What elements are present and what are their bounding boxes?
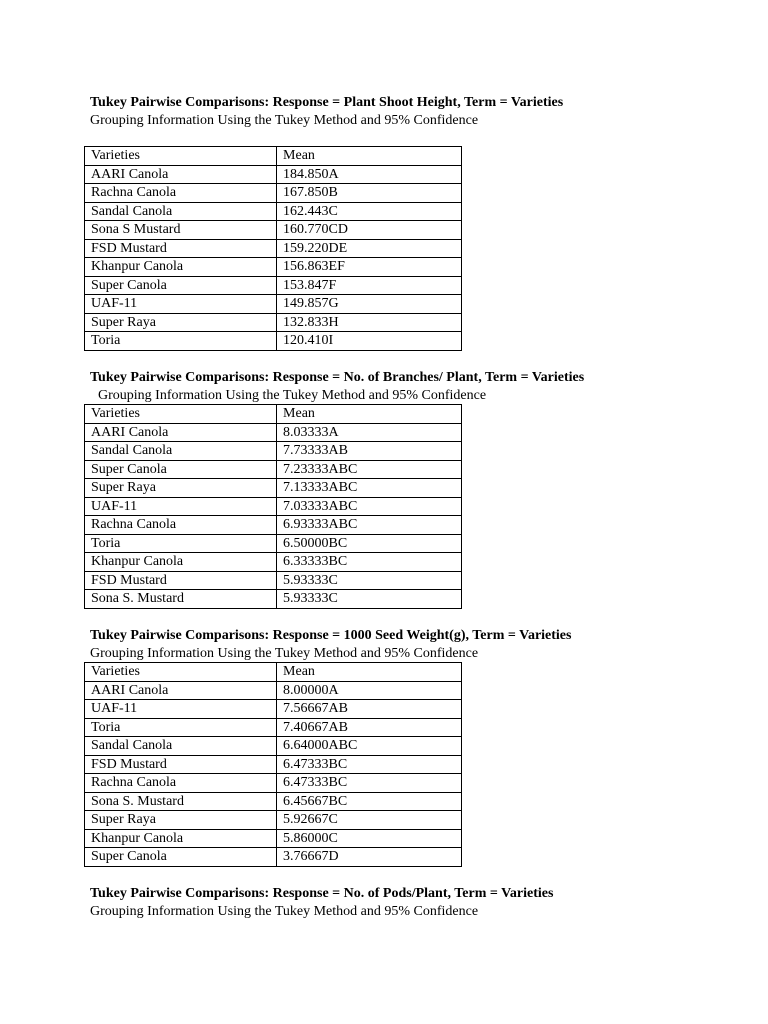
mean-cell: 6.50000BC <box>277 534 462 553</box>
table-row <box>85 313 462 332</box>
variety-cell: Sandal Canola <box>85 442 277 461</box>
section-heading: Tukey Pairwise Comparisons: Response = Plant Shoot Height, Term = Varieties <box>90 95 564 110</box>
variety-cell: UAF-11 <box>85 700 277 719</box>
table-row <box>85 848 462 867</box>
table-header-row <box>85 405 462 424</box>
variety-cell: UAF-11 <box>85 295 277 314</box>
mean-cell: 5.92667C <box>277 811 462 830</box>
table-row <box>85 774 462 793</box>
variety-cell: Super Raya <box>85 479 277 498</box>
mean-cell: 149.857G <box>277 295 462 314</box>
variety-cell: FSD Mustard <box>85 239 277 258</box>
mean-cell: 7.40667AB <box>277 718 462 737</box>
variety-cell: Toria <box>85 718 277 737</box>
mean-cell: 153.847F <box>277 276 462 295</box>
mean-cell: 120.410I <box>277 332 462 351</box>
mean-cell: 7.13333ABC <box>277 479 462 498</box>
table-row <box>85 571 462 590</box>
column-header: Mean <box>277 405 462 424</box>
mean-cell: 159.220DE <box>277 239 462 258</box>
variety-cell: Super Raya <box>85 811 277 830</box>
section-subheading: Grouping Information Using the Tukey Method and 95% Confidence <box>90 113 479 128</box>
variety-cell: Sona S Mustard <box>85 221 277 240</box>
mean-cell: 5.93333C <box>277 571 462 590</box>
table-row <box>85 202 462 221</box>
mean-cell: 8.03333A <box>277 423 462 442</box>
table-row <box>85 737 462 756</box>
variety-cell: AARI Canola <box>85 423 277 442</box>
table-row <box>85 755 462 774</box>
variety-cell: FSD Mustard <box>85 571 277 590</box>
mean-cell: 6.64000ABC <box>277 737 462 756</box>
mean-cell: 6.33333BC <box>277 553 462 572</box>
variety-cell: Khanpur Canola <box>85 258 277 277</box>
column-header: Varieties <box>85 405 277 424</box>
results-table <box>84 146 462 351</box>
table-row <box>85 681 462 700</box>
mean-cell: 3.76667D <box>277 848 462 867</box>
column-header: Mean <box>277 147 462 166</box>
table-row <box>85 590 462 609</box>
table-header-row <box>85 663 462 682</box>
table-header-row <box>85 147 462 166</box>
variety-cell: Sandal Canola <box>85 737 277 756</box>
mean-cell: 7.23333ABC <box>277 460 462 479</box>
table-row <box>85 295 462 314</box>
table-row <box>85 276 462 295</box>
variety-cell: Sona S. Mustard <box>85 792 277 811</box>
table-row <box>85 165 462 184</box>
variety-cell: Toria <box>85 332 277 351</box>
mean-cell: 6.47333BC <box>277 774 462 793</box>
variety-cell: FSD Mustard <box>85 755 277 774</box>
variety-cell: Khanpur Canola <box>85 553 277 572</box>
results-table <box>84 404 462 609</box>
mean-cell: 6.45667BC <box>277 792 462 811</box>
mean-cell: 7.73333AB <box>277 442 462 461</box>
section-heading: Tukey Pairwise Comparisons: Response = No. of Branches/ Plant, Term = Varieties <box>90 370 585 385</box>
table-row <box>85 700 462 719</box>
table-row <box>85 479 462 498</box>
section-heading: Tukey Pairwise Comparisons: Response = 1000 Seed Weight(g), Term = Varieties <box>90 628 572 643</box>
variety-cell: AARI Canola <box>85 681 277 700</box>
table-row <box>85 221 462 240</box>
mean-cell: 8.00000A <box>277 681 462 700</box>
variety-cell: Rachna Canola <box>85 774 277 793</box>
section-subheading: Grouping Information Using the Tukey Method and 95% Confidence <box>90 646 479 661</box>
table-row <box>85 553 462 572</box>
table-row <box>85 718 462 737</box>
table-row <box>85 516 462 535</box>
mean-cell: 167.850B <box>277 184 462 203</box>
variety-cell: AARI Canola <box>85 165 277 184</box>
mean-cell: 5.93333C <box>277 590 462 609</box>
table-row <box>85 423 462 442</box>
table-row <box>85 792 462 811</box>
variety-cell: Toria <box>85 534 277 553</box>
mean-cell: 6.47333BC <box>277 755 462 774</box>
mean-cell: 7.56667AB <box>277 700 462 719</box>
variety-cell: Rachna Canola <box>85 516 277 535</box>
table-row <box>85 811 462 830</box>
mean-cell: 156.863EF <box>277 258 462 277</box>
column-header: Mean <box>277 663 462 682</box>
column-header: Varieties <box>85 663 277 682</box>
table-row <box>85 460 462 479</box>
variety-cell: Super Canola <box>85 276 277 295</box>
mean-cell: 7.03333ABC <box>277 497 462 516</box>
variety-cell: Super Canola <box>85 460 277 479</box>
variety-cell: Khanpur Canola <box>85 829 277 848</box>
section-heading: Tukey Pairwise Comparisons: Response = No. of Pods/Plant, Term = Varieties <box>90 886 554 901</box>
variety-cell: Sona S. Mustard <box>85 590 277 609</box>
variety-cell: Sandal Canola <box>85 202 277 221</box>
section-subheading: Grouping Information Using the Tukey Method and 95% Confidence <box>90 904 479 919</box>
table-row <box>85 534 462 553</box>
section-subheading: Grouping Information Using the Tukey Method and 95% Confidence <box>98 388 487 403</box>
table-row <box>85 184 462 203</box>
variety-cell: UAF-11 <box>85 497 277 516</box>
table-row <box>85 258 462 277</box>
variety-cell: Rachna Canola <box>85 184 277 203</box>
table-row <box>85 829 462 848</box>
mean-cell: 160.770CD <box>277 221 462 240</box>
table-row <box>85 442 462 461</box>
table-row <box>85 239 462 258</box>
results-table <box>84 662 462 867</box>
variety-cell: Super Canola <box>85 848 277 867</box>
mean-cell: 162.443C <box>277 202 462 221</box>
table-row <box>85 332 462 351</box>
mean-cell: 184.850A <box>277 165 462 184</box>
mean-cell: 6.93333ABC <box>277 516 462 535</box>
mean-cell: 132.833H <box>277 313 462 332</box>
mean-cell: 5.86000C <box>277 829 462 848</box>
variety-cell: Super Raya <box>85 313 277 332</box>
table-row <box>85 497 462 516</box>
column-header: Varieties <box>85 147 277 166</box>
